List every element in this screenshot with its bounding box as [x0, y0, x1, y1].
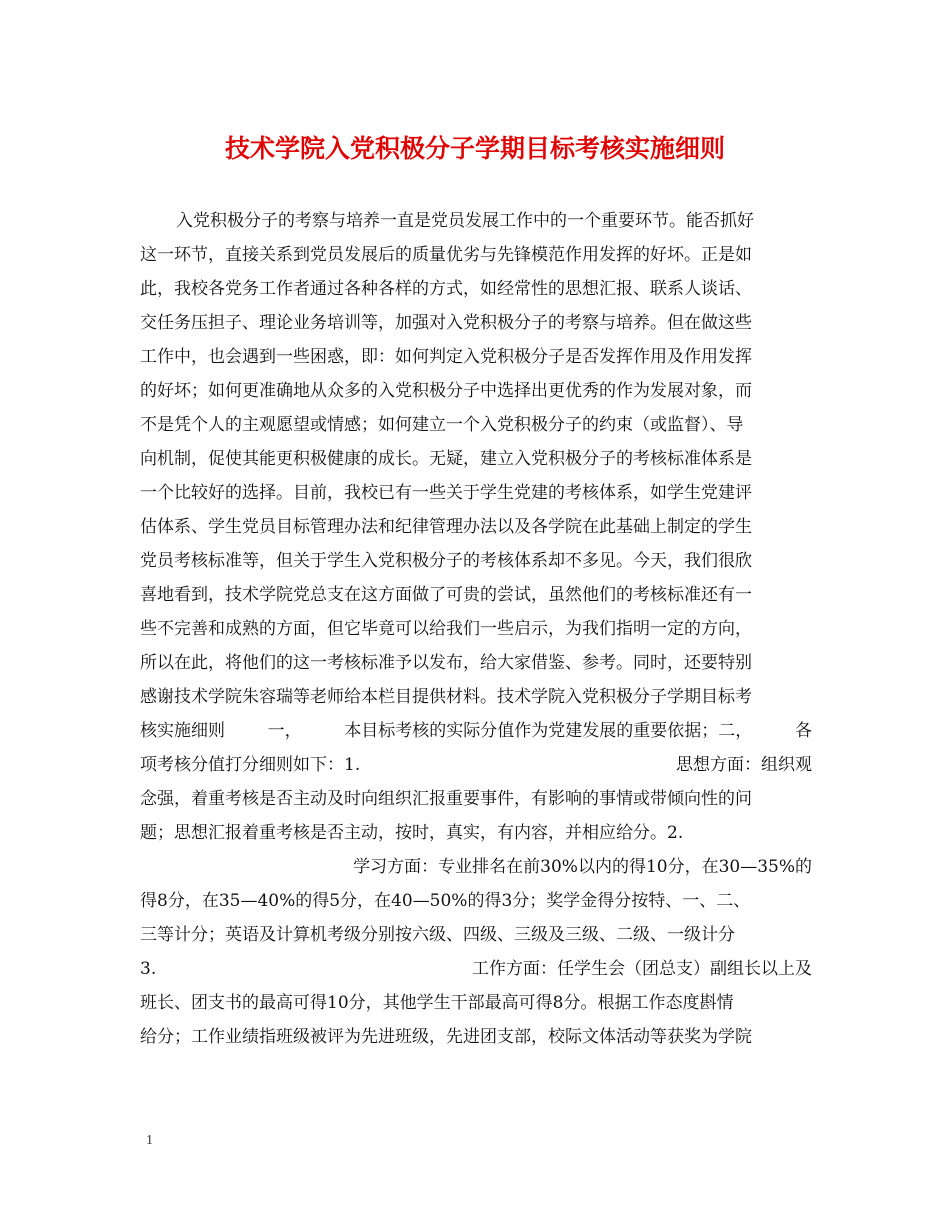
body-line — [140, 510, 812, 544]
body-text-segment: 不是凭个人的主观愿望或情感；如何建立一个入党积极分子的约束（或监督）、导 — [140, 415, 744, 435]
body-text-segment: 这一环节，直接关系到党员发展后的质量优劣与先锋模范作用发挥的好坏。正是如 — [140, 245, 752, 265]
body-text-segment: 一， — [267, 721, 302, 741]
body-text-segment: 此，我校各党务工作者通过各种各样的方式，如经常性的思想汇报、联系人谈话、 — [140, 279, 752, 299]
body-line — [140, 1020, 812, 1054]
body-text-segment: 班长、团支书的最高可得10分，其他学生干部最高可得8分。根据工作态度斟情 — [140, 993, 734, 1013]
body-line — [140, 680, 812, 714]
body-line — [140, 782, 812, 816]
body-text-segment: 三等计分；英语及计算机考级分别按六级、四级、三级及三级、二级、一级计分 — [140, 925, 735, 945]
body-text-segment: 党员考核标准等，但关于学生入党积极分子的考核体系却不多见。今天，我们很欣 — [140, 551, 752, 571]
body-line — [140, 238, 812, 272]
body-text-segment: 给分；工作业绩指班级被评为先进班级，先进团支部，校际文体活动等获奖为学院 — [140, 1027, 752, 1047]
body-text-segment: 3. — [140, 959, 157, 979]
document-title: 技术学院入党积极分子学期目标考核实施细则 — [224, 134, 725, 163]
body-line — [140, 544, 812, 578]
body-text-segment: 题；思想汇报着重考核是否主动，按时，真实，有内容，并相应给分。2. — [140, 823, 684, 843]
body-text-segment: 念强，着重考核是否主动及时向组织汇报重要事件，有影响的事情或带倾向性的问 — [140, 789, 752, 809]
body-line — [140, 816, 812, 850]
body-line — [140, 374, 812, 408]
body-text-segment: 所以在此，将他们的这一考核标准予以发布，给大家借鉴、参考。同时，还要特别 — [140, 653, 752, 673]
body-text-segment: 入党积极分子的考察与培养一直是党员发展工作中的一个重要环节。能否抓好 — [176, 211, 754, 231]
body-line — [140, 340, 812, 374]
body-text-segment: 感谢技术学院朱容瑞等老师给本栏目提供材料。技术学院入党积极分子学期目标考 — [140, 687, 752, 707]
body-line — [140, 306, 812, 340]
body-line — [140, 850, 812, 884]
body-line — [140, 748, 812, 782]
body-text-segment: 交任务压担子、理论业务培训等，加强对入党积极分子的考察与培养。但在做这些 — [140, 313, 752, 333]
page-number: 1 — [146, 1133, 153, 1148]
body-text-segment: 工作中，也会遇到一些困惑，即：如何判定入党积极分子是否发挥作用及作用发挥 — [140, 347, 752, 367]
body-line — [140, 714, 812, 748]
body-text-segment: 各 — [794, 721, 812, 741]
body-text-segment: 些不完善和成熟的方面，但它毕竟可以给我们一些启示，为我们指明一定的方向， — [140, 619, 752, 639]
body-line — [140, 952, 812, 986]
body-line — [140, 272, 812, 306]
body-line — [140, 986, 812, 1020]
body-text-segment: 核实施细则 — [140, 721, 225, 741]
body-text-segment: 一个比较好的选择。目前，我校已有一些关于学生党建的考核体系，如学生党建评 — [140, 483, 752, 503]
body-line — [140, 442, 812, 476]
body-text-segment: 思想方面：组织观 — [676, 755, 812, 775]
body-text-segment: 工作方面：任学生会（团总支）副组长以上及 — [472, 959, 812, 979]
body-line — [140, 476, 812, 510]
body-text-segment: 估体系、学生党员目标管理办法和纪律管理办法以及各学院在此基础上制定的学生 — [140, 517, 752, 537]
body-text-segment: 项考核分值打分细则如下：1. — [140, 755, 361, 775]
body-line — [140, 408, 812, 442]
body-text-segment: 本目标考核的实际分值作为党建发展的重要依据；二， — [344, 721, 753, 741]
body-text-segment: 得8分，在35—40%的得5分，在40—50%的得3分；奖学金得分按特、一、二、 — [140, 891, 751, 911]
body-text-segment: 学习方面：专业排名在前30%以内的得10分，在30—35%的 — [353, 857, 812, 877]
body-line — [140, 884, 812, 918]
body-text-segment: 喜地看到，技术学院党总支在这方面做了可贵的尝试，虽然他们的考核标准还有一 — [140, 585, 752, 605]
document-body — [140, 204, 812, 1054]
body-line — [140, 646, 812, 680]
body-line — [140, 918, 812, 952]
body-line — [140, 204, 812, 238]
body-text-segment: 向机制，促使其能更积极健康的成长。无疑，建立入党积极分子的考核标准体系是 — [140, 449, 752, 469]
body-text-segment: 的好坏；如何更准确地从众多的入党积极分子中选择出更优秀的作为发展对象，而 — [140, 381, 752, 401]
body-line — [140, 612, 812, 646]
body-line — [140, 578, 812, 612]
